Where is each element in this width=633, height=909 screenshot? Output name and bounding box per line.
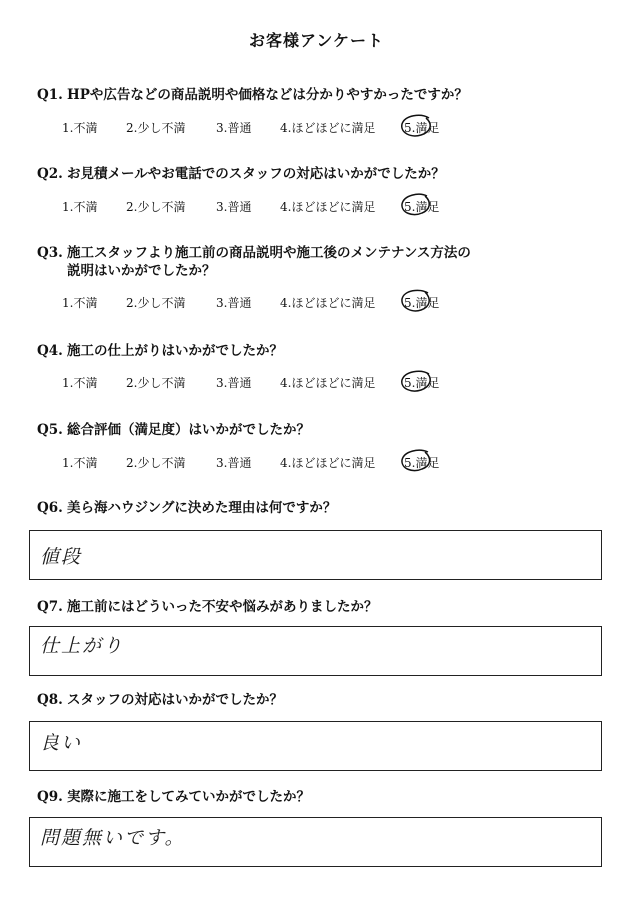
answer-box-q9[interactable] xyxy=(29,817,602,867)
handwritten-answer: 仕上がり xyxy=(40,635,125,657)
option-4[interactable]: 4.ほどほどに満足 xyxy=(280,121,376,135)
option-5-selected[interactable] xyxy=(404,374,439,391)
question-text: 総合評価（満足度）はいかがでしたか？ xyxy=(67,422,310,438)
question-number: Q8. xyxy=(37,692,63,708)
answer-box-q7[interactable] xyxy=(29,626,602,676)
selected-option-label: 5.満足 xyxy=(404,296,440,310)
handwritten-answer: 良い xyxy=(40,732,83,754)
option-2[interactable]: 2.少し不満 xyxy=(126,376,186,390)
option-3[interactable]: 3.普通 xyxy=(216,456,252,470)
question-6 xyxy=(37,499,336,517)
question-text: 実際に施工をしてみていかがでしたか？ xyxy=(67,789,310,805)
question-2 xyxy=(37,165,445,183)
selected-option-label: 5.満足 xyxy=(404,200,440,214)
option-2[interactable]: 2.少し不満 xyxy=(126,296,186,310)
question-text: 施工の仕上がりはいかがでしたか？ xyxy=(67,343,283,359)
option-1[interactable]: 1.不満 xyxy=(62,296,98,310)
question-text: HPや広告などの商品説明や価格などは分かりやすかったですか？ xyxy=(67,87,468,103)
question-1 xyxy=(37,86,468,104)
question-number: Q5. xyxy=(37,422,63,438)
question-text: 美ら海ハウジングに決めた理由は何ですか？ xyxy=(67,500,337,516)
option-1[interactable]: 1.不満 xyxy=(62,456,98,470)
question-number: Q9. xyxy=(37,789,63,805)
option-3[interactable]: 3.普通 xyxy=(216,200,252,214)
question-number: Q7. xyxy=(37,599,63,615)
page-title: お客様アンケート xyxy=(248,31,385,50)
option-1[interactable]: 1.不満 xyxy=(62,121,98,135)
options-q3 xyxy=(62,294,482,312)
handwritten-answer: 値段 xyxy=(40,546,83,568)
option-4[interactable]: 4.ほどほどに満足 xyxy=(280,376,376,390)
question-number: Q4. xyxy=(37,343,63,359)
question-9 xyxy=(37,788,310,806)
question-number: Q2. xyxy=(37,166,63,182)
option-5-selected[interactable] xyxy=(404,198,439,215)
option-2[interactable]: 2.少し不満 xyxy=(126,456,186,470)
question-4 xyxy=(37,342,283,360)
selected-option-label: 5.満足 xyxy=(404,376,440,390)
answer-box-q6[interactable] xyxy=(29,530,602,580)
option-5-selected[interactable] xyxy=(404,294,439,311)
selected-option-label: 5.満足 xyxy=(404,456,440,470)
option-4[interactable]: 4.ほどほどに満足 xyxy=(280,456,376,470)
option-4[interactable]: 4.ほどほどに満足 xyxy=(280,296,376,310)
question-text-line-2: 説明はいかがでしたか？ xyxy=(67,263,216,279)
question-text: お見積メールやお電話でのスタッフの対応はいかがでしたか？ xyxy=(67,166,445,182)
question-3 xyxy=(37,244,471,280)
options-q4 xyxy=(62,374,482,392)
option-2[interactable]: 2.少し不満 xyxy=(126,200,186,214)
question-number: Q1. xyxy=(37,87,63,103)
question-5 xyxy=(37,421,310,439)
options-q1 xyxy=(62,119,482,137)
option-5-selected[interactable] xyxy=(404,454,439,471)
question-text: スタッフの対応はいかがでしたか？ xyxy=(67,692,283,708)
answer-box-q8[interactable] xyxy=(29,721,602,771)
option-1[interactable]: 1.不満 xyxy=(62,200,98,214)
question-7 xyxy=(37,598,378,616)
option-5-selected[interactable] xyxy=(404,119,439,136)
selected-option-label: 5.満足 xyxy=(404,121,440,135)
option-3[interactable]: 3.普通 xyxy=(216,376,252,390)
option-4[interactable]: 4.ほどほどに満足 xyxy=(280,200,376,214)
option-3[interactable]: 3.普通 xyxy=(216,121,252,135)
question-text: 施工前にはどういった不安や悩みがありましたか？ xyxy=(67,599,378,615)
option-2[interactable]: 2.少し不満 xyxy=(126,121,186,135)
option-1[interactable]: 1.不満 xyxy=(62,376,98,390)
question-number: Q3. xyxy=(37,245,63,261)
question-text: 施工スタッフより施工前の商品説明や施工後のメンテナンス方法の xyxy=(67,245,471,261)
question-number: Q6. xyxy=(37,500,63,516)
option-3[interactable]: 3.普通 xyxy=(216,296,252,310)
handwritten-answer: 問題無いです。 xyxy=(40,827,186,849)
options-q5 xyxy=(62,454,482,472)
options-q2 xyxy=(62,198,482,216)
question-8 xyxy=(37,691,283,709)
